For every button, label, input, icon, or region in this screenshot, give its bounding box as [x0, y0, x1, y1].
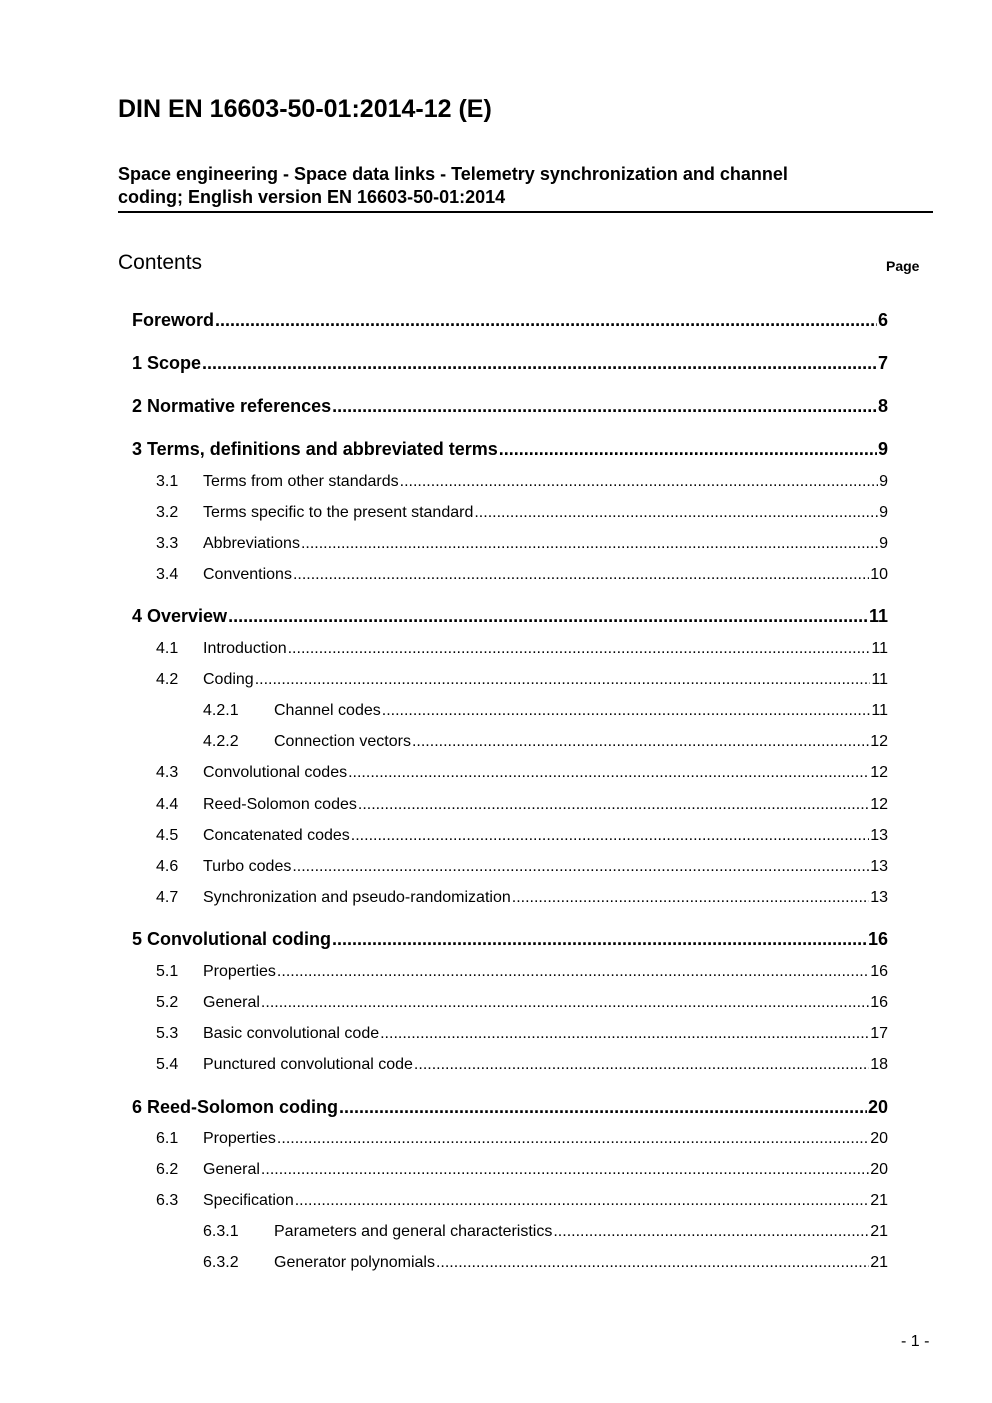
toc-dot-leader: [351, 827, 869, 845]
toc-entry-page: 13: [870, 858, 888, 875]
toc-entry-title: Concatenated codes: [203, 827, 350, 844]
toc-entry[interactable]: [156, 1025, 888, 1043]
toc-entry-number: 4.7: [156, 889, 179, 906]
toc-entry[interactable]: [156, 764, 888, 782]
toc-dot-leader: [499, 439, 877, 460]
toc-entry-page: 9: [879, 535, 888, 552]
toc-entry-page: 13: [870, 889, 888, 906]
toc-entry-title: Properties: [203, 1130, 276, 1147]
toc-entry-number: 5.4: [156, 1056, 179, 1073]
toc-entry-title: Parameters and general characteristics: [274, 1223, 553, 1240]
toc-entry[interactable]: [156, 504, 888, 522]
toc-entry-number: 5.1: [156, 963, 179, 980]
toc-entry-title: Turbo codes: [203, 858, 292, 875]
toc-entry-page: 11: [871, 640, 888, 657]
page-column-label: Page: [886, 258, 920, 274]
toc-entry-page: 20: [870, 1130, 888, 1147]
toc-entry-title: Generator polynomials: [274, 1254, 435, 1271]
toc-entry-title: Properties: [203, 963, 276, 980]
toc-entry-title: Abbreviations: [203, 535, 300, 552]
toc-entry-title: Terms from other standards: [203, 473, 399, 490]
toc-entry-page: 8: [877, 396, 888, 416]
toc-entry-page: 7: [877, 353, 888, 373]
toc-entry-number: 6.3.1: [203, 1223, 239, 1240]
subtitle-line-1: Space engineering - Space data links - Telemetry synchronization and channel: [118, 164, 788, 184]
toc-entry-title: 6 Reed-Solomon coding: [132, 1097, 339, 1117]
toc-dot-leader: [295, 1192, 869, 1210]
toc-entry-number: 4.2: [156, 671, 179, 688]
toc-entry-title: Channel codes: [274, 702, 381, 719]
toc-entry[interactable]: [203, 1254, 888, 1272]
toc-entry-title: 4 Overview: [132, 606, 228, 626]
toc-dot-leader: [382, 702, 871, 720]
toc-dot-leader: [380, 1025, 869, 1043]
toc-entry-number: 5.2: [156, 994, 179, 1011]
toc-entry-number: 3.1: [156, 473, 179, 490]
toc-entry-number: 3.2: [156, 504, 179, 521]
toc-entry[interactable]: [156, 963, 888, 981]
toc-entry-title: Introduction: [203, 640, 287, 657]
toc-dot-leader: [293, 566, 869, 584]
toc-entry-number: 6.1: [156, 1130, 179, 1147]
toc-entry-number: 5.3: [156, 1025, 179, 1042]
toc-dot-leader: [288, 640, 871, 658]
toc-entry-page: 12: [870, 796, 888, 813]
document-id: DIN EN 16603-50-01:2014-12 (E): [118, 95, 492, 123]
toc-entry[interactable]: [156, 535, 888, 553]
toc-entry-number: 4.3: [156, 764, 179, 781]
toc-entry-page: 16: [867, 929, 888, 949]
toc-entry-page: 9: [879, 504, 888, 521]
toc-entry-page: 13: [870, 827, 888, 844]
toc-entry[interactable]: [156, 827, 888, 845]
toc-entry[interactable]: [132, 606, 888, 627]
toc-entry-page: 11: [871, 702, 888, 719]
toc-entry-page: 9: [877, 439, 888, 459]
toc-entry-page: 17: [870, 1025, 888, 1042]
toc-entry-title: Coding: [203, 671, 254, 688]
toc-entry[interactable]: [132, 929, 888, 950]
toc-dot-leader: [339, 1097, 867, 1118]
toc-entry-title: General: [203, 994, 260, 1011]
toc-entry[interactable]: [156, 473, 888, 491]
toc-entry-page: 16: [870, 963, 888, 980]
footer-page-number: - 1 -: [901, 1333, 930, 1350]
toc-dot-leader: [474, 504, 878, 522]
toc-entry-number: 6.2: [156, 1161, 179, 1178]
toc-entry-title: Basic convolutional code: [203, 1025, 380, 1042]
toc-dot-leader: [400, 473, 878, 491]
toc-entry-page: 11: [868, 606, 888, 626]
toc-entry-title: Punctured convolutional code: [203, 1056, 413, 1073]
toc-dot-leader: [277, 963, 869, 981]
toc-entry-page: 21: [870, 1223, 888, 1240]
toc-entry-title: 1 Scope: [132, 353, 202, 373]
toc-entry[interactable]: [132, 353, 888, 374]
toc-entry[interactable]: [132, 396, 888, 417]
toc-dot-leader: [414, 1056, 869, 1074]
toc-entry[interactable]: [132, 439, 888, 460]
toc-entry-page: 20: [867, 1097, 888, 1117]
toc-entry[interactable]: [156, 1130, 888, 1148]
toc-entry[interactable]: [203, 702, 888, 720]
toc-entry[interactable]: [156, 1056, 888, 1074]
toc-dot-leader: [228, 606, 868, 627]
toc-dot-leader: [261, 1161, 869, 1179]
toc-entry[interactable]: [156, 994, 888, 1012]
toc-entry-number: 4.5: [156, 827, 179, 844]
toc-dot-leader: [202, 353, 877, 374]
toc-dot-leader: [348, 764, 869, 782]
toc-entry-number: 4.2.1: [203, 702, 239, 719]
toc-entry-title: Specification: [203, 1192, 294, 1209]
toc-entry-number: 3.3: [156, 535, 179, 552]
toc-entry-title: Foreword: [132, 310, 215, 330]
toc-entry-page: 10: [870, 566, 888, 583]
toc-dot-leader: [412, 733, 869, 751]
toc-entry-title: 3 Terms, definitions and abbreviated terms: [132, 439, 498, 459]
toc-entry-page: 12: [870, 733, 888, 750]
toc-entry[interactable]: [156, 796, 888, 814]
subtitle-line-2: coding; English version EN 16603-50-01:2014: [118, 187, 506, 207]
toc-entry-title: 2 Normative references: [132, 396, 332, 416]
toc-entry[interactable]: [156, 1161, 888, 1179]
toc-entry-number: 4.2.2: [203, 733, 239, 750]
toc-entry-page: 12: [870, 764, 888, 781]
toc-dot-leader: [332, 929, 867, 950]
toc-entry-title: 5 Convolutional coding: [132, 929, 331, 949]
toc-entry[interactable]: [156, 566, 888, 584]
toc-dot-leader: [358, 796, 869, 814]
toc-dot-leader: [261, 994, 869, 1012]
toc-dot-leader: [332, 396, 877, 417]
toc-entry-title: General: [203, 1161, 260, 1178]
toc-entry-page: 21: [870, 1192, 888, 1209]
toc-entry[interactable]: [156, 1192, 888, 1210]
toc-entry-title: Reed-Solomon codes: [203, 796, 357, 813]
toc-entry-page: 21: [870, 1254, 888, 1271]
toc-dot-leader: [301, 535, 878, 553]
toc-entry[interactable]: [156, 671, 888, 689]
toc-dot-leader: [553, 1223, 869, 1241]
toc-entry[interactable]: [156, 889, 888, 907]
toc-dot-leader: [512, 889, 869, 907]
toc-entry-title: Connection vectors: [274, 733, 411, 750]
toc-entry-number: 4.1: [156, 640, 179, 657]
toc-dot-leader: [292, 858, 869, 876]
toc-dot-leader: [215, 310, 877, 331]
toc-entry[interactable]: [203, 733, 888, 751]
toc-entry-title: Convolutional codes: [203, 764, 348, 781]
toc-entry[interactable]: [132, 1097, 888, 1118]
toc-entry-number: 4.4: [156, 796, 179, 813]
toc-entry-number: 6.3.2: [203, 1254, 239, 1271]
toc-entry-number: 4.6: [156, 858, 179, 875]
toc-entry-page: 20: [870, 1161, 888, 1178]
toc-entry-title: Conventions: [203, 566, 292, 583]
toc-entry[interactable]: [156, 640, 888, 658]
toc-entry-number: 3.4: [156, 566, 179, 583]
toc-entry-page: 6: [877, 310, 888, 330]
toc-entry-page: 18: [870, 1056, 888, 1073]
toc-dot-leader: [277, 1130, 869, 1148]
toc-entry-title: Synchronization and pseudo-randomization: [203, 889, 511, 906]
toc-entry-number: 6.3: [156, 1192, 179, 1209]
toc-entry[interactable]: [156, 858, 888, 876]
toc-entry[interactable]: [203, 1223, 888, 1241]
toc-entry[interactable]: [132, 310, 888, 331]
toc-dot-leader: [436, 1254, 869, 1272]
contents-heading: Contents: [118, 251, 203, 274]
toc-entry-title: Terms specific to the present standard: [203, 504, 474, 521]
toc-dot-leader: [255, 671, 871, 689]
toc-entry-page: 16: [870, 994, 888, 1011]
toc-entry-page: 11: [871, 671, 888, 688]
toc-entry-page: 9: [879, 473, 888, 490]
